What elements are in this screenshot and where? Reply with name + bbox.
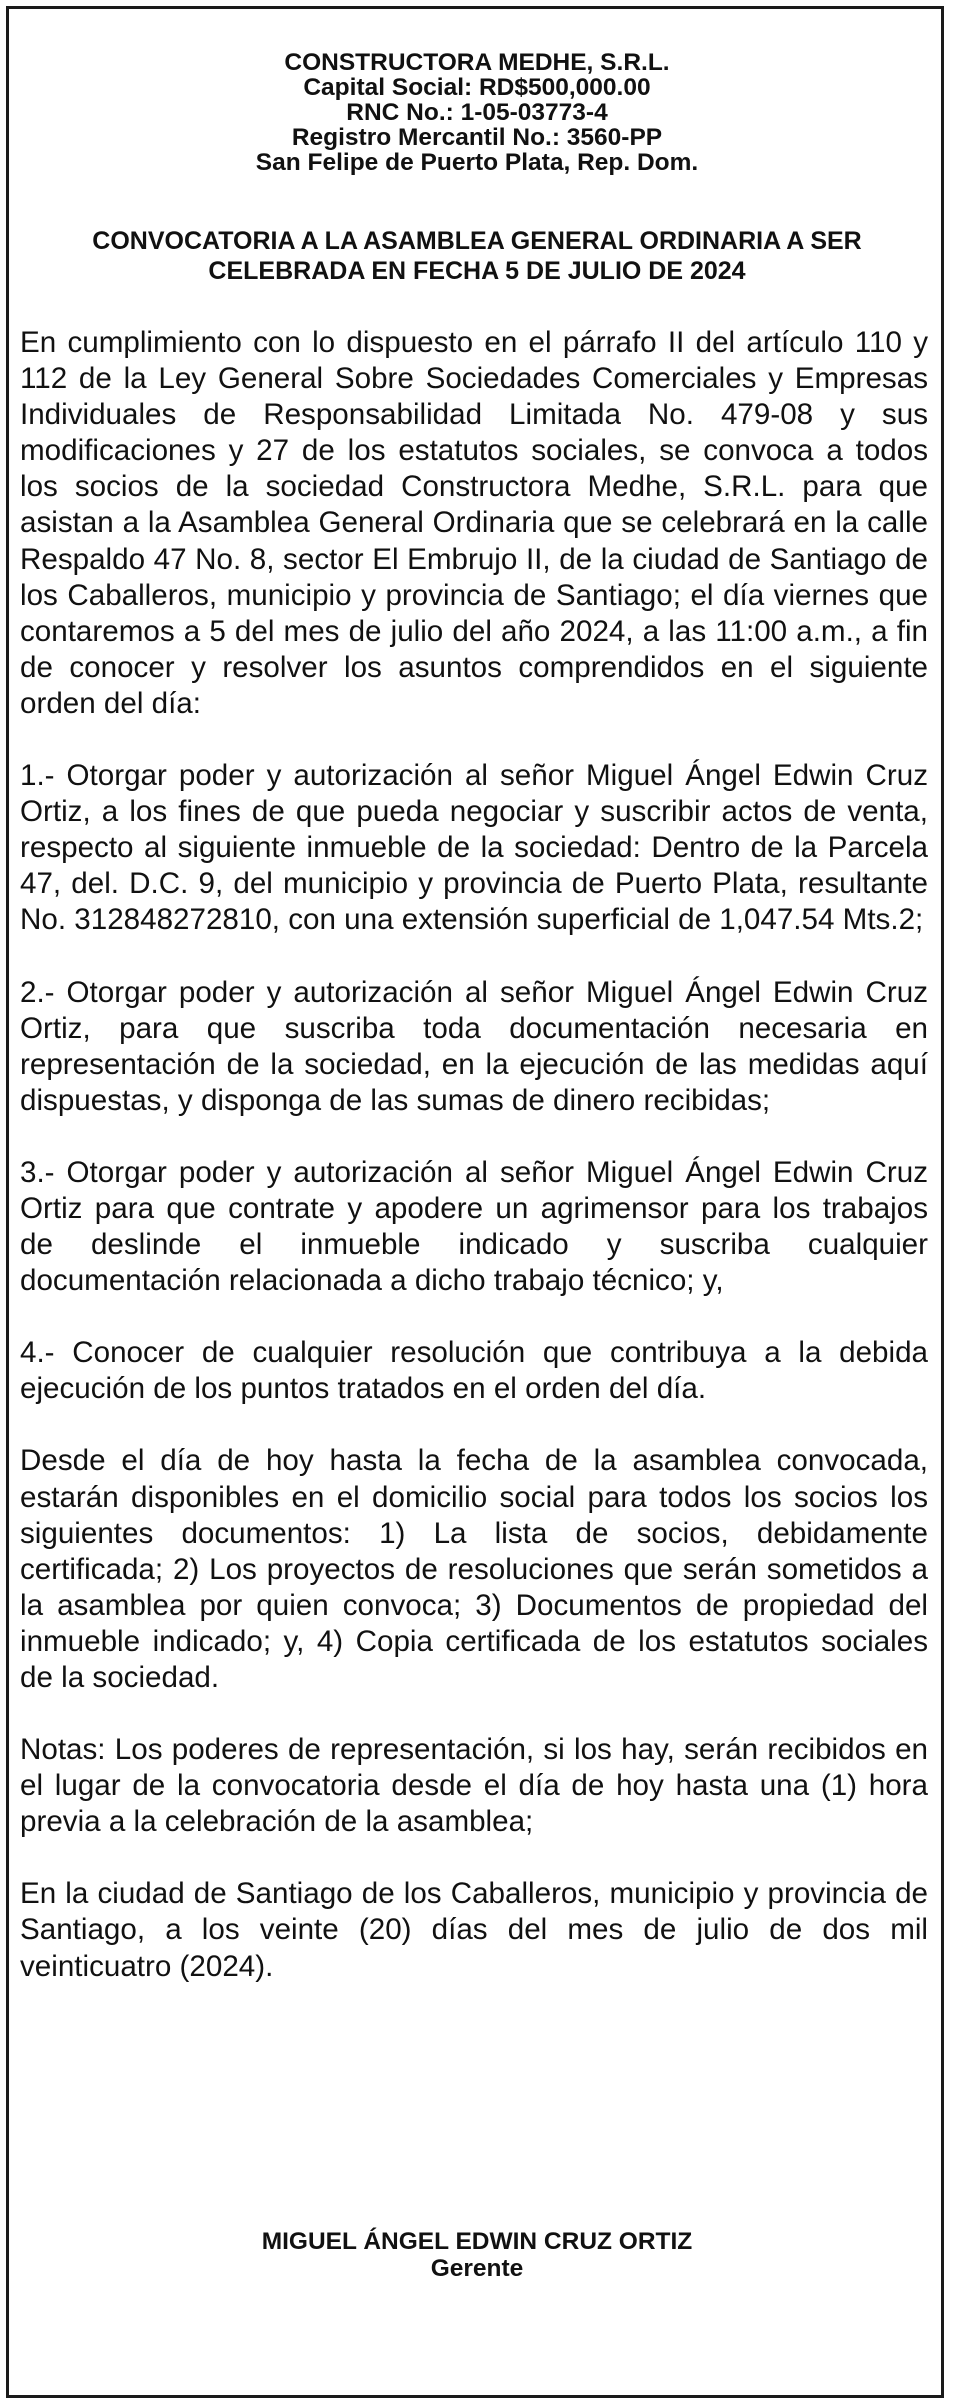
company-name: CONSTRUCTORA MEDHE, S.R.L.	[284, 49, 670, 76]
company-location: San Felipe de Puerto Plata, Rep. Dom.	[255, 149, 699, 176]
agenda-item-1: 1.- Otorgar poder y autorización al señor Miguel Ángel Edwin Cruz Ortiz, a los fines de que pueda negociar y suscribir actos de venta, respecto al siguiente inmueble de la sociedad: Dentro de la Parcela 47, del. D.C. 9, del municipio y provincia de Puerto Plata, resultante No. 312848272810, con una extensión superficial de 1,047.54 Mts.2;	[20, 759, 928, 937]
closing-paragraph: En la ciudad de Santiago de los Caballeros, municipio y provincia de Santiago, a los veinte (20) días del mes de julio de dos mil veinticuatro (2024).	[20, 1877, 928, 1983]
notice-title	[0, 226, 954, 286]
intro-paragraph: En cumplimiento con lo dispuesto en el párrafo II del artículo 110 y 112 de la Ley General Sobre Sociedades Comerciales y Empresas Individuales de Responsabilidad Limitada No. 479-08 y sus modificaciones y 27 de los estatutos sociales, se convoca a todos los socios de la sociedad Constructora Medhe, S.R.L. para que asistan a la Asamblea General Ordinaria que se celebrará en la calle Respaldo 47 No. 8, sector El Embrujo II, de la ciudad de Santiago de los Caballeros, municipio y provincia de Santiago; el día viernes que contaremos a 5 del mes de julio del año 2024, a las 11:00 a.m., a fin de conocer y resolver los asuntos comprendidos en el siguiente orden del día:	[20, 326, 928, 720]
company-header	[0, 50, 954, 175]
signatory-role: Gerente	[430, 2255, 524, 2282]
signature-block	[0, 2228, 954, 2282]
notice-title-line-1: CONVOCATORIA A LA ASAMBLEA GENERAL ORDINARIA A SER	[92, 227, 862, 255]
agenda-item-4: 4.- Conocer de cualquier resolución que contribuya a la debida ejecución de los puntos tratados en el orden del día.	[20, 1336, 928, 1406]
notice-body	[20, 325, 928, 2021]
notes-paragraph: Notas: Los poderes de representación, si los hay, serán recibidos en el lugar de la convocatoria desde el día de hoy hasta una (1) hora previa a la celebración de la asamblea;	[20, 1733, 928, 1839]
agenda-item-3: 3.- Otorgar poder y autorización al señor Miguel Ángel Edwin Cruz Ortiz para que contrate y apodere un agrimensor para los trabajos de deslinde el inmueble indicado y suscriba cualquier documentación relacionada a dicho trabajo técnico; y,	[20, 1155, 928, 1298]
capital-social: Capital Social: RD$500,000.00	[303, 74, 651, 101]
rnc-number: RNC No.: 1-05-03773-4	[346, 99, 608, 126]
documents-paragraph: Desde el día de hoy hasta la fecha de la asamblea convocada, estarán disponibles en el domicilio social para todos los socios los siguientes documentos: 1) La lista de socios, debidamente certificada; 2) Los proyectos de resoluciones que serán sometidos a la asamblea por quien convoca; 3) Documentos de propiedad del inmueble indicado; y, 4) Copia certificada de los estatutos sociales de la sociedad.	[20, 1444, 928, 1694]
agenda-item-2: 2.- Otorgar poder y autorización al señor Miguel Ángel Edwin Cruz Ortiz, para que suscriba toda documentación necesaria en representación de la sociedad, en la ejecución de las medidas aquí dispuestas, y disponga de las sumas de dinero recibidas;	[20, 975, 928, 1117]
signatory-name: MIGUEL ÁNGEL EDWIN CRUZ ORTIZ	[261, 2228, 693, 2255]
registro-mercantil: Registro Mercantil No.: 3560-PP	[291, 124, 663, 151]
notice-title-line-2: CELEBRADA EN FECHA 5 DE JULIO DE 2024	[208, 257, 746, 285]
